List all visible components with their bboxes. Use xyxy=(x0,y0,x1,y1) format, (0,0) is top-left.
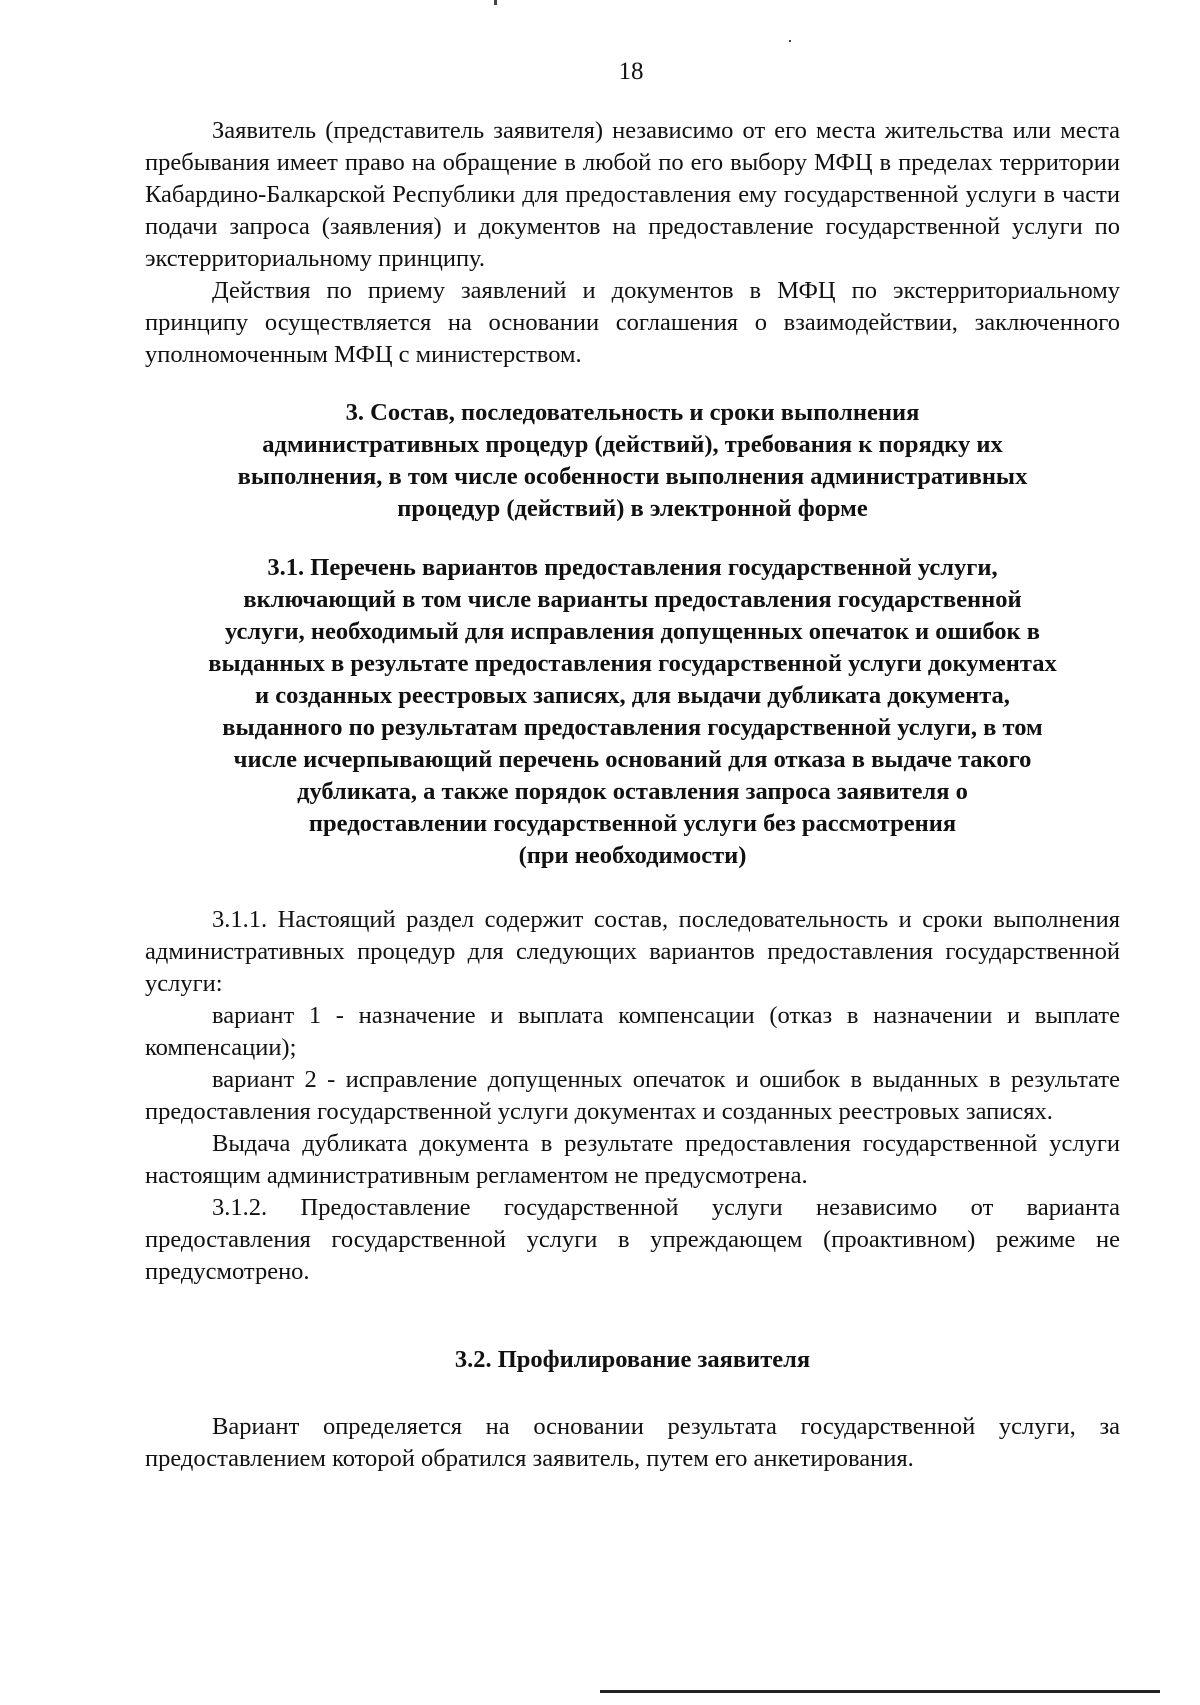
heading-line: числе исчерпывающий перечень оснований для отказа в выдаче такого xyxy=(233,746,1032,773)
heading-line: включающий в том числе варианты предоставления государственной xyxy=(243,586,1022,613)
paragraph-exterritorial-right: Заявитель (представитель заявителя) независимо от его места жительства или места пребывания имеет право на обращение в любой по его выбору МФЦ в пределах территории Кабардино-Балкарской Республики для предоставления ему государственной услуги в части подачи запроса (заявления) и документов на предоставление государственной услуги по экстерриториальному принципу. xyxy=(145,117,1120,272)
document-body xyxy=(145,115,1120,1475)
paragraph-3-2: Вариант определяется на основании результата государственной услуги, за предоставлением которой обратился заявитель, путем его анкетирования. xyxy=(145,1413,1120,1472)
paragraph-variant-2: вариант 2 - исправление допущенных опечаток и ошибок в выданных в результате предоставления государственной услуги документах и созданных реестровых записях. xyxy=(145,1066,1120,1125)
section-3-heading xyxy=(145,397,1120,525)
heading-line: выданных в результате предоставления государственной услуги документах xyxy=(208,650,1057,677)
heading-line: предоставлении государственной услуги без рассмотрения xyxy=(308,810,957,837)
bottom-scan-rule xyxy=(600,1690,1160,1693)
heading-line: (при необходимости) xyxy=(518,842,747,869)
section-3-1-heading xyxy=(145,552,1120,872)
page-number: 18 xyxy=(618,58,644,85)
heading-line: процедур (действий) в электронной форме xyxy=(397,495,868,522)
scan-mark-top xyxy=(494,0,497,5)
paragraph-variant-1: вариант 1 - назначение и выплата компенсации (отказ в назначении и выплате компенсации); xyxy=(145,1002,1120,1061)
heading-line: и созданных реестровых записях, для выдачи дубликата документа, xyxy=(255,682,1010,709)
heading-line: 3. Состав, последовательность и сроки выполнения xyxy=(345,399,920,426)
heading-line: услуги, необходимый для исправления допущенных опечаток и ошибок в xyxy=(225,618,1040,645)
paragraph-exterritorial-agreement: Действия по приему заявлений и документов в МФЦ по экстерриториальному принципу осуществляется на основании соглашения о взаимодействии, заключенного уполномоченным МФЦ с министерством. xyxy=(145,277,1120,368)
heading-line: административных процедур (действий), требования к порядку их xyxy=(262,431,1003,458)
scan-mark-right xyxy=(789,40,791,42)
heading-line: выданного по результатам предоставления государственной услуги, в том xyxy=(222,714,1043,741)
section-3-2-heading: 3.2. Профилирование заявителя xyxy=(454,1346,811,1373)
heading-line: дубликата, а также порядок оставления запроса заявителя о xyxy=(297,778,968,805)
paragraph-duplicate: Выдача дубликата документа в результате предоставления государственной услуги настоящим административным регламентом не предусмотрена. xyxy=(145,1130,1120,1189)
paragraph-3-1-2: 3.1.2. Предоставление государственной услуги независимо от варианта предоставления государственной услуги в упреждающем (проактивном) режиме не предусмотрено. xyxy=(145,1194,1120,1285)
heading-line: 3.1. Перечень вариантов предоставления государственной услуги, xyxy=(267,554,998,581)
paragraph-3-1-1: 3.1.1. Настоящий раздел содержит состав, последовательность и сроки выполнения административных процедур для следующих вариантов предоставления государственной услуги: xyxy=(145,906,1120,997)
heading-line: выполнения, в том числе особенности выполнения административных xyxy=(237,463,1028,490)
